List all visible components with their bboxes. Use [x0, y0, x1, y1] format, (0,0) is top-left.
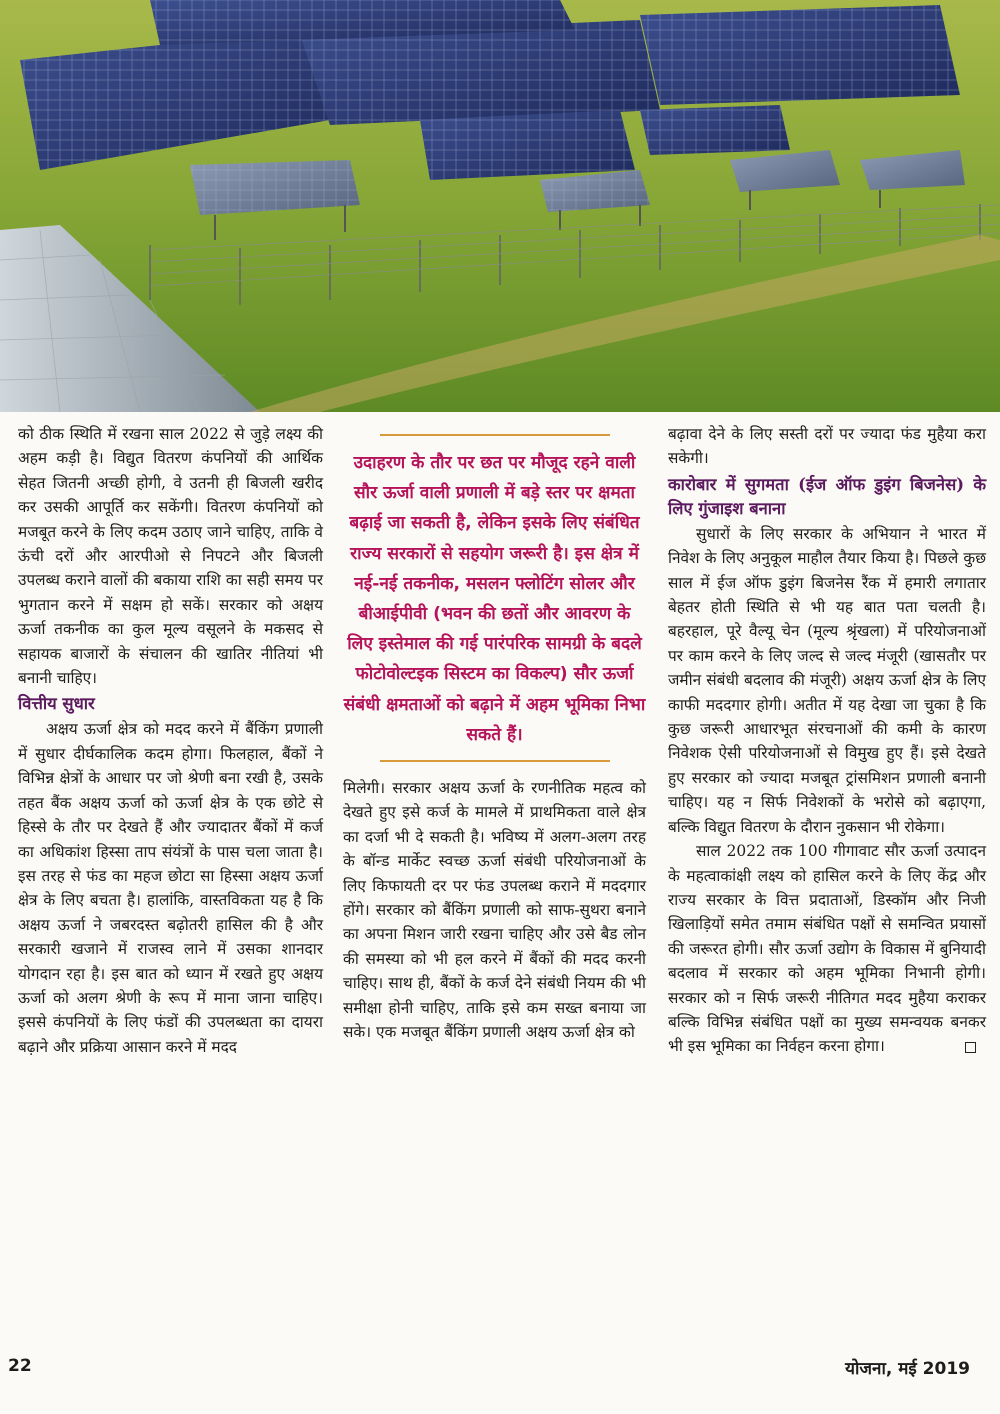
- page-footer: [0, 1352, 1000, 1392]
- end-mark-icon: [965, 1042, 976, 1053]
- section-heading-ease-of-business: कारोबार में सुगमता (ईज ऑफ डुइंग बिजनेस) के लिए गुंजाइश बनाना: [668, 474, 986, 518]
- section-heading-financial-reform: वित्तीय सुधार: [18, 694, 95, 714]
- middle-paragraph-1: मिलेगी। सरकार अक्षय ऊर्जा के रणनीतिक महत्व को देखते हुए इसे कर्ज के मामले में प्राथमिकता वाले क्षेत्र का दर्जा भी दे सकती है। भविष्य में अलग-अलग तरह के बॉन्ड मार्केट स्वच्छ ऊर्जा संबंधी परियोजनाओं के लिए किफायती दर पर फंड उपलब्ध कराने में मददगार होंगे। सरकार को बैंकिंग प्रणाली को साफ-सुथरा बनाने का अपना मिशन जारी रखना चाहिए और उसे बैड लोन की समस्या को भी हल करने में बैंकों की मदद करनी चाहिए। साथ ही, बैंकों के कर्ज देने संबंधी नियम की भी समीक्षा होनी चाहिए, ताकि इसे कम सख्त बनाया जा सके। एक मजबूत बैंकिंग प्रणाली अक्षय ऊर्जा क्षेत्र को: [343, 779, 646, 1042]
- pull-quote-bottom-rule: [380, 760, 610, 762]
- right-paragraph-2: सुधारों के लिए सरकार के अभियान ने भारत में निवेश के लिए अनुकूल माहौल तैयार किया है। पिछले कुछ साल में ईज ऑफ डुइंग बिजनेस रैंक में हमारी लगातार बेहतर होती स्थिति से भी यह बात पता चलती है। बहरहाल, पूरे वैल्यू चेन (मूल्य श्रृंखला) में परियोजनाओं पर काम करने के लिए जल्द से जल्द मंजूरी (खासतौर पर जमीन संबंधी बदलाव की मंजूरी) अक्षय ऊर्जा क्षेत्र के लिए काफी मददगार होगी। अतीत में यह देखा जा चुका है कि कुछ जरूरी आधारभूत संरचनाओं की कमी के कारण निवेशक ऐसी परियोजनाओं से विमुख हुए हैं। इसे देखते हुए सरकार को ज्यादा मजबूत ट्रांसमिशन प्रणाली बनानी चाहिए। यह न सिर्फ निवेशकों के भरोसे को बढ़ाएगा, बल्कि विद्युत वितरण के दौरान नुकसान भी रोकेगा।: [668, 524, 986, 836]
- right-paragraph-3: [668, 839, 986, 1059]
- right-paragraph-1: बढ़ावा देने के लिए सस्ती दरों पर ज्यादा फंड मुहैया करा सकेगी।: [668, 425, 986, 468]
- journal-issue: योजना, मई 2019: [845, 1359, 970, 1379]
- left-paragraph-2: अक्षय ऊर्जा क्षेत्र को मदद करने में बैंकिंग प्रणाली में सुधार दीर्घकालिक कदम होगा। फिलहाल, बैंकों ने विभिन्न क्षेत्रों के आधार पर जो श्रेणी बना रखी है, उसके तहत बैंक अक्षय ऊर्जा को ऊर्जा क्षेत्र के एक छोटे से हिस्से के तौर पर देखते हैं और ज्यादातर बैंकों में कर्ज का अधिकांश हिस्सा ताप संयंत्रों के पास चला जाता है। इस तरह से फंड का महज छोटा सा हिस्सा अक्षय ऊर्जा क्षेत्र के लिए बचता है। हालांकि, वास्तविकता यह है कि अक्षय ऊर्जा ने जबरदस्त बढ़ोतरी हासिल की है और सरकारी खजाने में राजस्व लाने में उसका शानदार योगदान रहा है। इस बात को ध्यान में रखते हुए अक्षय ऊर्जा को अलग श्रेणी के रूप में माना जाना चाहिए। इससे कंपनियों के लिए फंडों की उपलब्धता का दायरा बढ़ाने और प्रक्रिया आसान करने में मदद: [18, 720, 323, 1056]
- pull-quote-text: उदाहरण के तौर पर छत पर मौजूद रहने वाली सौर ऊर्जा वाली प्रणाली में बड़े स्तर पर क्षमता बढ़ाई जा सकती है, लेकिन इसके लिए संबंधित राज्य सरकारों से सहयोग जरूरी है। इस क्षेत्र में नई-नई तकनीक, मसलन फ्लोटिंग सोलर और बीआईपीवी (भवन की छतों और आवरण के लिए इस्तेमाल की गई पारंपरिक सामग्री के बदले फोटोवोल्टइक सिस्टम का विकल्प) सौर ऊर्जा संबंधी क्षमताओं को बढ़ाने में अहम भूमिका निभा सकते हैं।: [343, 453, 646, 745]
- middle-column: [343, 422, 646, 1045]
- left-column: [18, 422, 323, 1059]
- pull-quote-top-rule: [380, 434, 610, 436]
- page-number: 22: [8, 1356, 32, 1376]
- solar-farm-illustration: [0, 0, 1000, 412]
- pull-quote: [343, 422, 646, 776]
- left-paragraph-1: को ठीक स्थिति में रखना साल 2022 से जुड़े लक्ष्य की अहम कड़ी है। विद्युत वितरण कंपनियों की आर्थिक सेहत जितनी अच्छी होगी, वे उतनी ही बिजली खरीद कर उसकी आपूर्ति कर सकेंगी। वितरण कंपनियों को मजबूत करने के लिए कदम उठाए जाने चाहिए, ताकि वे ऊंची दरों और आरपीओ से निपटने और बिजली उपलब्ध कराने वालों की बकाया राशि का सही समय पर भुगतान करने में सक्षम हो सकें। सरकार को अक्षय ऊर्जा तकनीक का कुल मूल्य वसूलने के मकसद से सहायक बाजारों के संचालन की खातिर नीतियां भी बनानी चाहिए।: [18, 425, 323, 688]
- right-paragraph-3-text: साल 2022 तक 100 गीगावाट सौर ऊर्जा उत्पादन के महत्वाकांक्षी लक्ष्य को हासिल करने के लिए केंद्र और राज्य सरकार के वित्त प्रदाताओं, डिस्कॉम और निजी खिलाड़ियों समेत तमाम संबंधित पक्षों से समन्वित प्रयासों की जरूरत होगी। सौर ऊर्जा उद्योग के विकास में बुनियादी बदलाव में सरकार को अहम भूमिका निभानी होगी। सरकार को न सिर्फ जरूरी नीतिगत मदद मुहैया कराकर बल्कि विभिन्न संबंधित पक्षों का मुख्य समन्वयक बनकर भी इस भूमिका का निर्वहन करना होगा।: [668, 842, 986, 1056]
- right-column: [668, 422, 986, 1059]
- solar-farm-photo: [0, 0, 1000, 412]
